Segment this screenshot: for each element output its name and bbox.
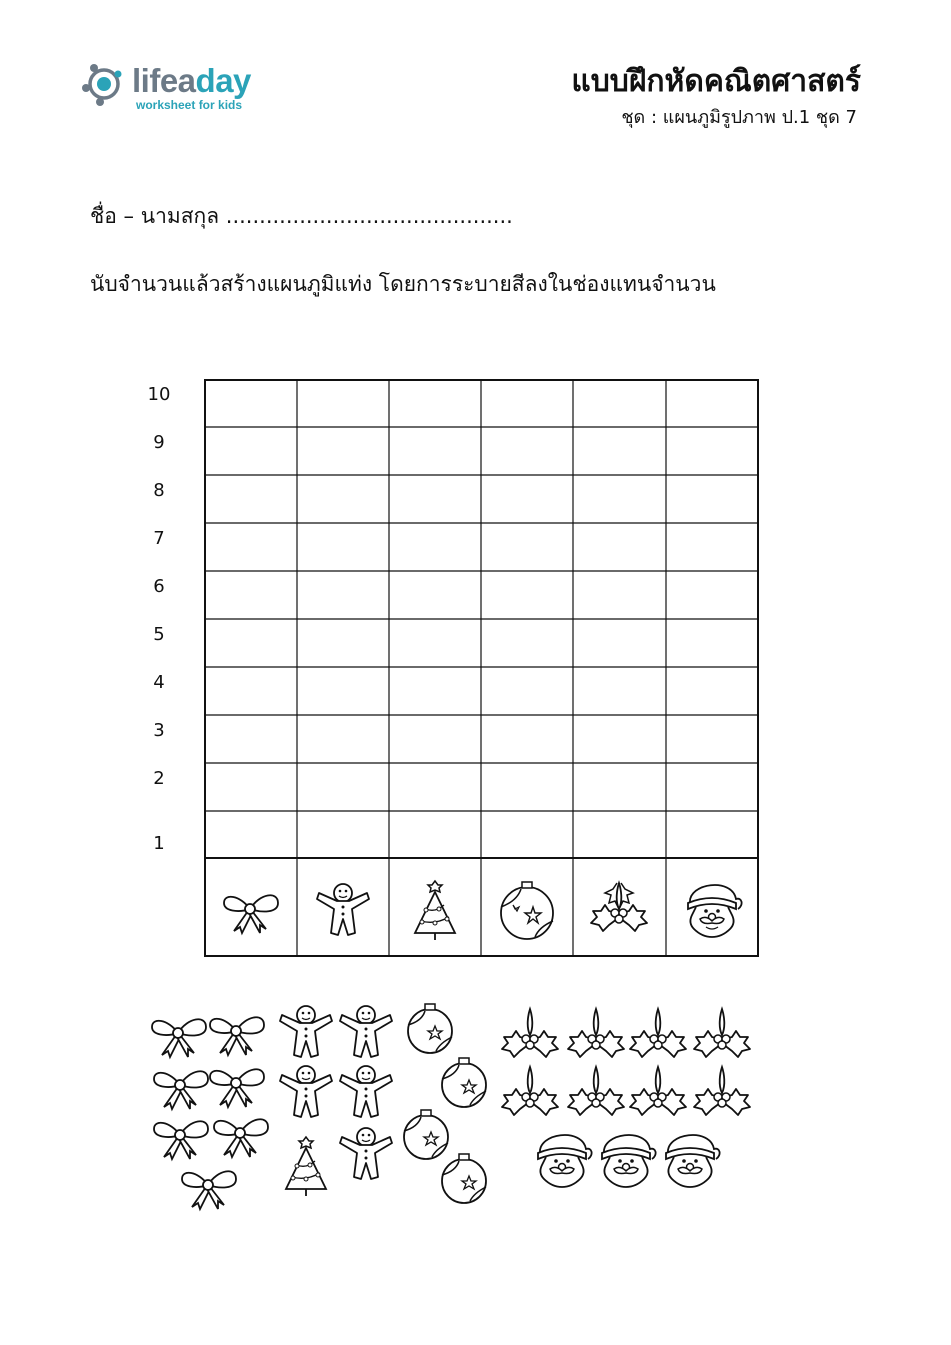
y-label-9: 9: [153, 432, 165, 453]
ornament-icon: [408, 1004, 452, 1053]
y-label-1: 1: [153, 833, 165, 854]
ornament-icon: [404, 1110, 448, 1159]
worksheet-subtitle: ชุด : แผนภูมิรูปภาพ ป.1 ชุด 7: [621, 107, 857, 128]
gingerbread-icon: [340, 1066, 392, 1117]
holly-icon: [568, 1067, 624, 1115]
holly-icon: [502, 1067, 558, 1115]
y-label-10: 10: [147, 384, 171, 405]
bow-icon: [182, 1171, 236, 1209]
gingerbread-icon: [280, 1006, 332, 1057]
y-label-4: 4: [153, 672, 165, 693]
gingerbread-icon: [340, 1006, 392, 1057]
y-label-2: 2: [153, 768, 165, 789]
counting-items-area: [140, 995, 770, 1215]
name-field-line: ชื่อ – นามสกุล ...........................................: [90, 204, 513, 228]
holly-icon: [568, 1009, 624, 1057]
instruction-text: นับจำนวนแล้วสร้างแผนภูมิแท่ง โดยการระบายสีลงในช่องแทนจำนวน: [90, 272, 716, 296]
logo-tagline: worksheet for kids: [136, 98, 243, 112]
y-label-3: 3: [153, 720, 165, 741]
logo-wordmark: lifeaday: [132, 62, 251, 99]
worksheet-title: แบบฝึกหัดคณิตศาสตร์: [571, 64, 861, 99]
holly-icon: [630, 1067, 686, 1115]
ornament-icon: [442, 1154, 486, 1203]
gingerbread-icon: [280, 1066, 332, 1117]
bow-icon: [154, 1121, 208, 1159]
bow-icon: [210, 1017, 264, 1055]
gingerbread-icon: [340, 1128, 392, 1179]
y-label-5: 5: [153, 624, 165, 645]
santa-icon: [538, 1135, 592, 1187]
bar-chart-grid[interactable]: [204, 379, 759, 957]
bow-icon: [214, 1119, 268, 1157]
y-label-6: 6: [153, 576, 165, 597]
holly-icon: [630, 1009, 686, 1057]
ornament-icon: [442, 1058, 486, 1107]
y-label-7: 7: [153, 528, 165, 549]
holly-icon: [694, 1009, 750, 1057]
santa-icon: [666, 1135, 720, 1187]
holly-icon: [694, 1067, 750, 1115]
santa-icon: [602, 1135, 656, 1187]
bow-icon: [154, 1071, 208, 1109]
y-label-8: 8: [153, 480, 165, 501]
christmas-tree-icon: [286, 1137, 326, 1196]
bow-icon: [210, 1069, 264, 1107]
bow-icon: [152, 1019, 206, 1057]
holly-icon: [502, 1009, 558, 1057]
